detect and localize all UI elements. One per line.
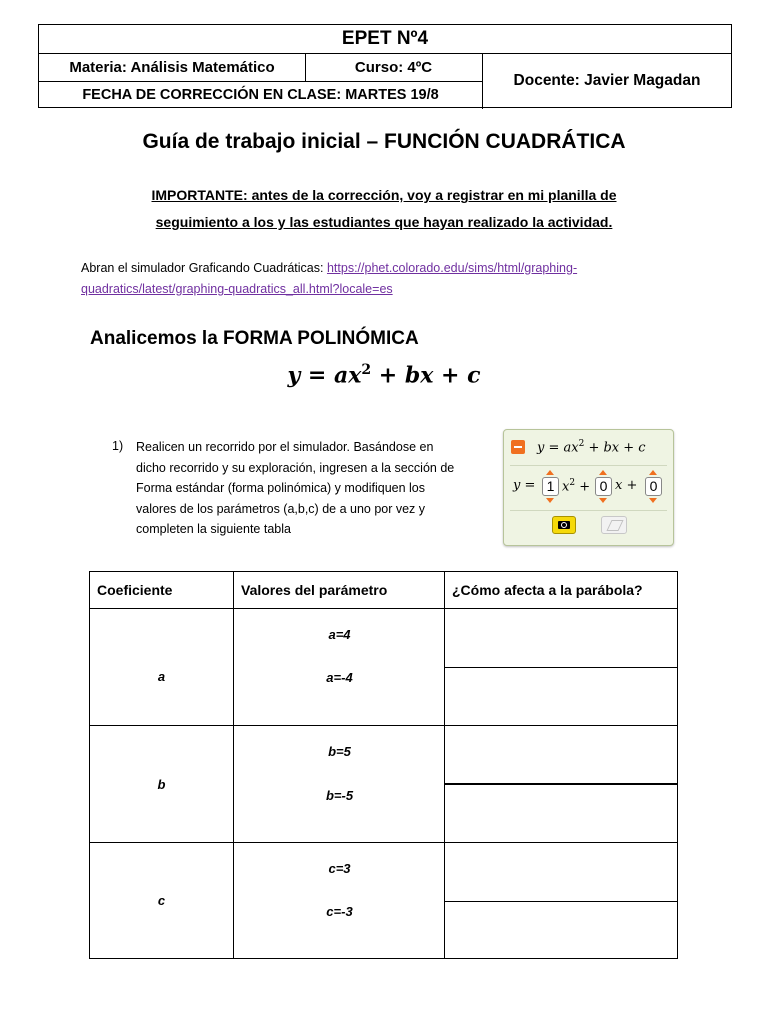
page-title: Guía de trabajo inicial – FUNCIÓN CUADRÁTICA <box>142 130 626 153</box>
parameter-value: b=-5 <box>325 788 354 803</box>
b-down-arrow-icon[interactable] <box>599 498 607 503</box>
question-text <box>136 437 496 540</box>
simulator-instructions <box>81 258 701 300</box>
simulator-equation-panel <box>503 429 674 546</box>
coefficient-cell: c <box>157 893 166 908</box>
simulator-link-part1[interactable]: https://phet.colorado.edu/sims/html/graphing- <box>326 261 578 275</box>
simulator-intro: Abran el simulador Graficando Cuadráticas: <box>81 261 327 275</box>
widget-eq-exp: 2 <box>578 439 585 449</box>
parameters-table <box>89 571 678 959</box>
widget-eq-suffix: + bx + c <box>584 440 646 456</box>
widget-y-label: y = <box>513 478 536 493</box>
eraser-icon[interactable] <box>601 516 627 534</box>
subject-label: Materia: Análisis Matemático <box>69 58 275 76</box>
column-header-effect: ¿Cómo afecta a la parábola? <box>452 582 643 598</box>
formula-rhs: + bx + c <box>371 362 481 389</box>
widget-eq-prefix: y = ax <box>537 440 579 456</box>
coefficient-cell: a <box>157 669 166 684</box>
divider <box>510 510 667 511</box>
school-name: EPET Nº4 <box>341 28 429 49</box>
widget-x2-term <box>562 478 590 494</box>
question-line: dicho recorrido y su exploración, ingresen a la sección de <box>136 460 455 475</box>
parameter-value: a=4 <box>328 627 351 642</box>
a-down-arrow-icon[interactable] <box>546 498 554 503</box>
b-value-spinner[interactable]: 0 <box>595 477 612 496</box>
c-value-spinner[interactable]: 0 <box>645 477 662 496</box>
simulator-link-part2[interactable]: quadratics/latest/graphing-quadratics_all.html?locale=es <box>81 282 393 296</box>
a-value-spinner[interactable]: 1 <box>542 477 559 496</box>
collapse-icon[interactable] <box>511 440 525 454</box>
column-header-values: Valores del parámetro <box>241 582 388 598</box>
question-line: valores de los parámetros (a,b,c) de a uno por vez y <box>136 501 426 516</box>
quadratic-formula <box>0 362 768 388</box>
b-up-arrow-icon[interactable] <box>599 470 607 475</box>
widget-x-term: x + <box>615 478 638 493</box>
formula-exponent: 2 <box>361 362 372 378</box>
teacher-label: Docente: Javier Magadan <box>513 72 701 89</box>
parameter-value: c=3 <box>328 861 351 876</box>
important-line-1: IMPORTANTE: antes de la corrección, voy a registrar en mi planilla de <box>151 187 617 203</box>
important-note <box>100 182 668 236</box>
widget-x2-exp: 2 <box>569 478 576 488</box>
c-up-arrow-icon[interactable] <box>649 470 657 475</box>
parameter-value: b=5 <box>328 744 351 759</box>
header-table <box>38 24 732 108</box>
divider <box>510 465 667 466</box>
widget-plus: + <box>579 479 591 495</box>
a-up-arrow-icon[interactable] <box>546 470 554 475</box>
column-header-coefficient: Coeficiente <box>97 582 173 598</box>
important-line-2: seguimiento a los y las estudiantes que hayan realizado la actividad. <box>155 214 613 230</box>
widget-equation <box>537 439 646 455</box>
course-label: Curso: 4ºC <box>354 58 433 76</box>
question-line: Realicen un recorrido por el simulador. Basándose en <box>136 440 434 454</box>
camera-icon[interactable] <box>552 516 576 534</box>
widget-x2: x <box>562 479 570 495</box>
section-title: Analicemos la FORMA POLINÓMICA <box>90 328 419 349</box>
parameter-value: a=-4 <box>326 670 353 685</box>
parameter-value: c=-3 <box>326 904 353 919</box>
formula-lhs: y = ax <box>287 362 362 389</box>
correction-date: FECHA DE CORRECCIÓN EN CLASE: MARTES 19/8 <box>82 87 439 103</box>
c-down-arrow-icon[interactable] <box>649 498 657 503</box>
question-line: completen la siguiente tabla <box>136 522 291 536</box>
question-line: Forma estándar (forma polinómica) y modifiquen los <box>136 481 426 495</box>
question-number: 1) <box>112 439 124 453</box>
coefficient-cell: b <box>157 777 166 792</box>
